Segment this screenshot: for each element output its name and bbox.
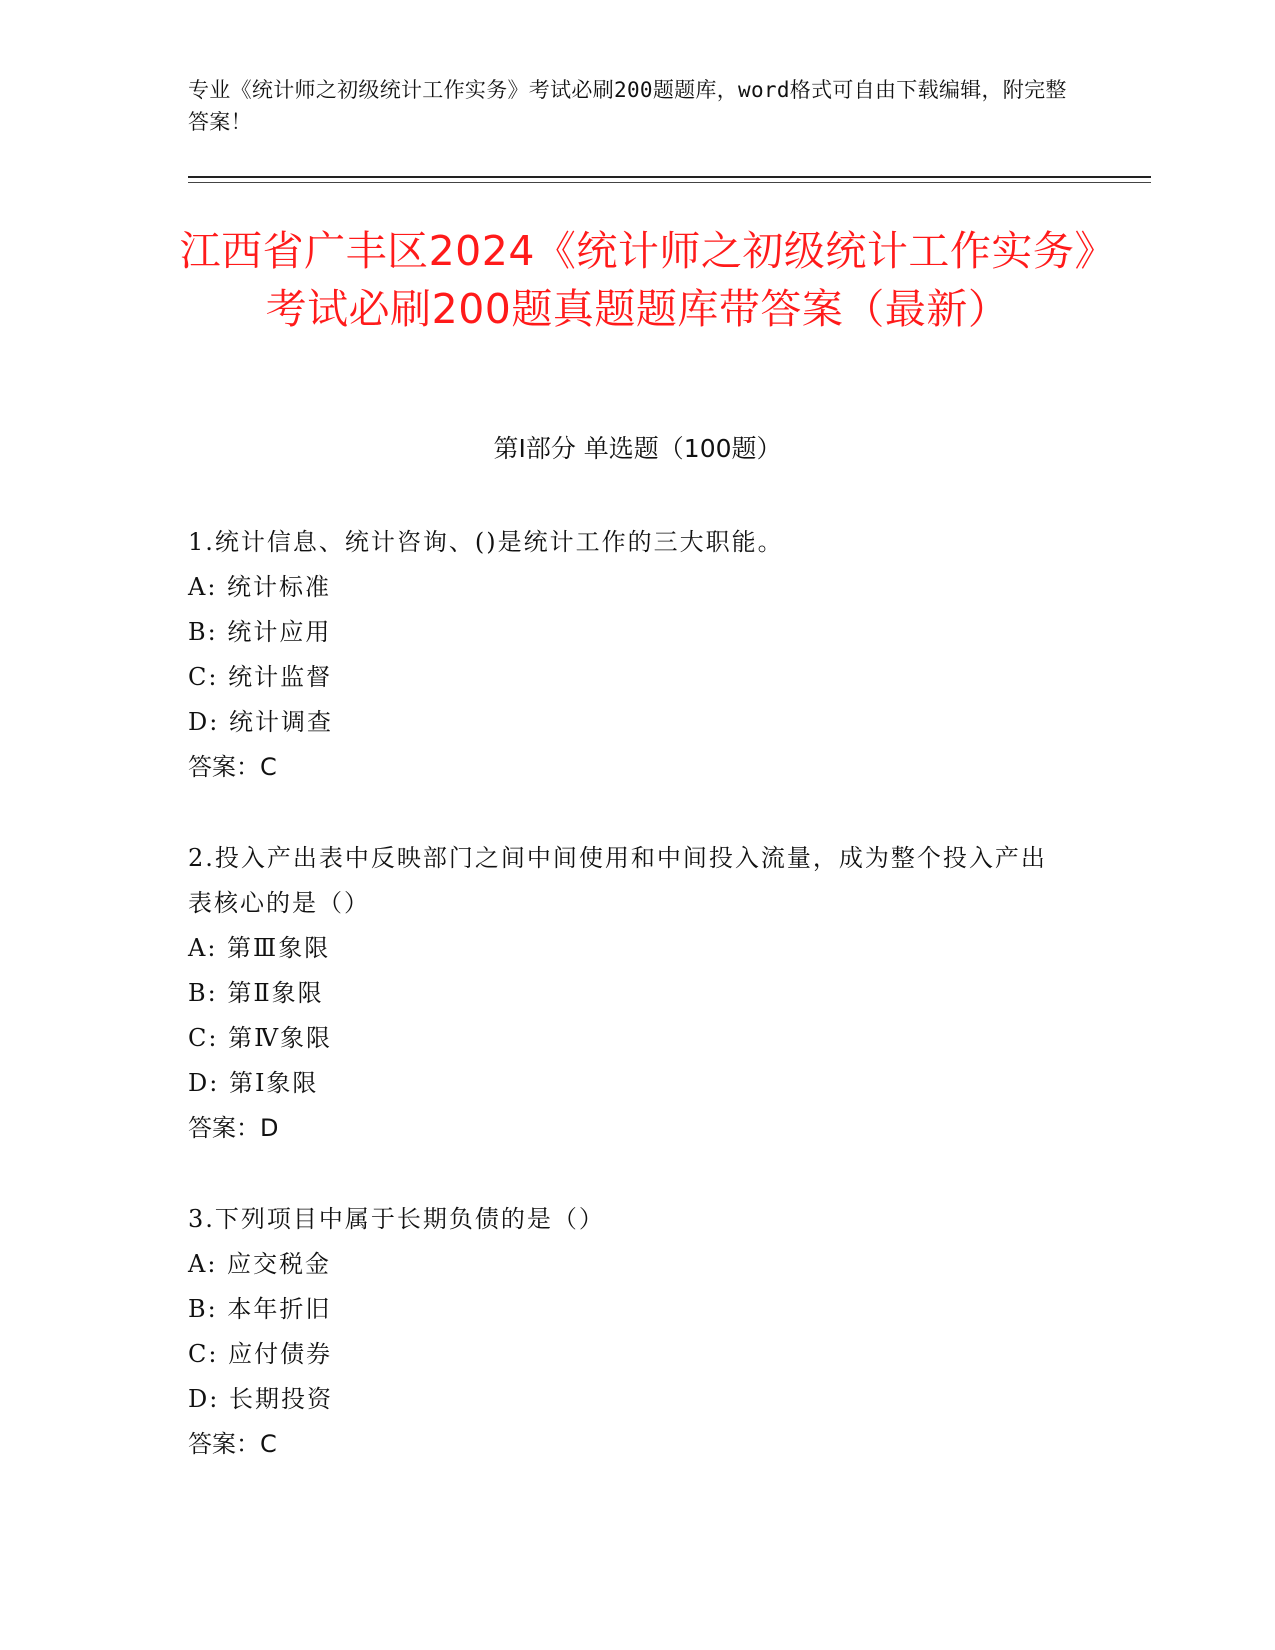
question-stem: 2.投入产出表中反映部门之间中间使用和中间投入流量，成为整个投入产出表核心的是（） <box>188 844 1047 917</box>
question-3 <box>188 1197 1068 1467</box>
option-a: A: 统计标准 <box>188 573 332 601</box>
answer-line: 答案：C <box>188 1430 277 1458</box>
question-1 <box>188 520 1068 790</box>
header-note: 专业《统计师之初级统计工作实务》考试必刷200题题库，word格式可自由下载编辑，附完整答案！ <box>188 78 1067 134</box>
answer-line: 答案：C <box>188 753 277 781</box>
document-title: 江西省广丰区2024《统计师之初级统计工作实务》考试必刷200题真题题库带答案（最新） <box>179 227 1096 333</box>
option-c: C: 应付债券 <box>188 1340 333 1368</box>
option-c: C: 统计监督 <box>188 663 333 691</box>
option-b: B: 第Ⅱ象限 <box>188 979 324 1007</box>
option-c: C: 第Ⅳ象限 <box>188 1024 333 1052</box>
header-rule-thin <box>188 182 1151 183</box>
question-stem: 1.统计信息、统计咨询、()是统计工作的三大职能。 <box>188 528 784 556</box>
option-d: D: 统计调查 <box>188 708 333 736</box>
option-a: A: 第Ⅲ象限 <box>188 934 331 962</box>
option-b: B: 统计应用 <box>188 618 332 646</box>
option-d: D: 长期投资 <box>188 1385 333 1413</box>
question-list <box>188 520 1068 1513</box>
option-d: D: 第Ⅰ象限 <box>188 1069 319 1097</box>
option-b: B: 本年折旧 <box>188 1295 332 1323</box>
section-heading: 第I部分 单选题（100题） <box>493 434 782 463</box>
question-stem: 3.下列项目中属于长期负债的是（） <box>188 1205 605 1233</box>
header-rule-thick <box>188 176 1151 178</box>
answer-line: 答案：D <box>188 1114 279 1142</box>
question-2 <box>188 836 1068 1151</box>
option-a: A: 应交税金 <box>188 1250 332 1278</box>
